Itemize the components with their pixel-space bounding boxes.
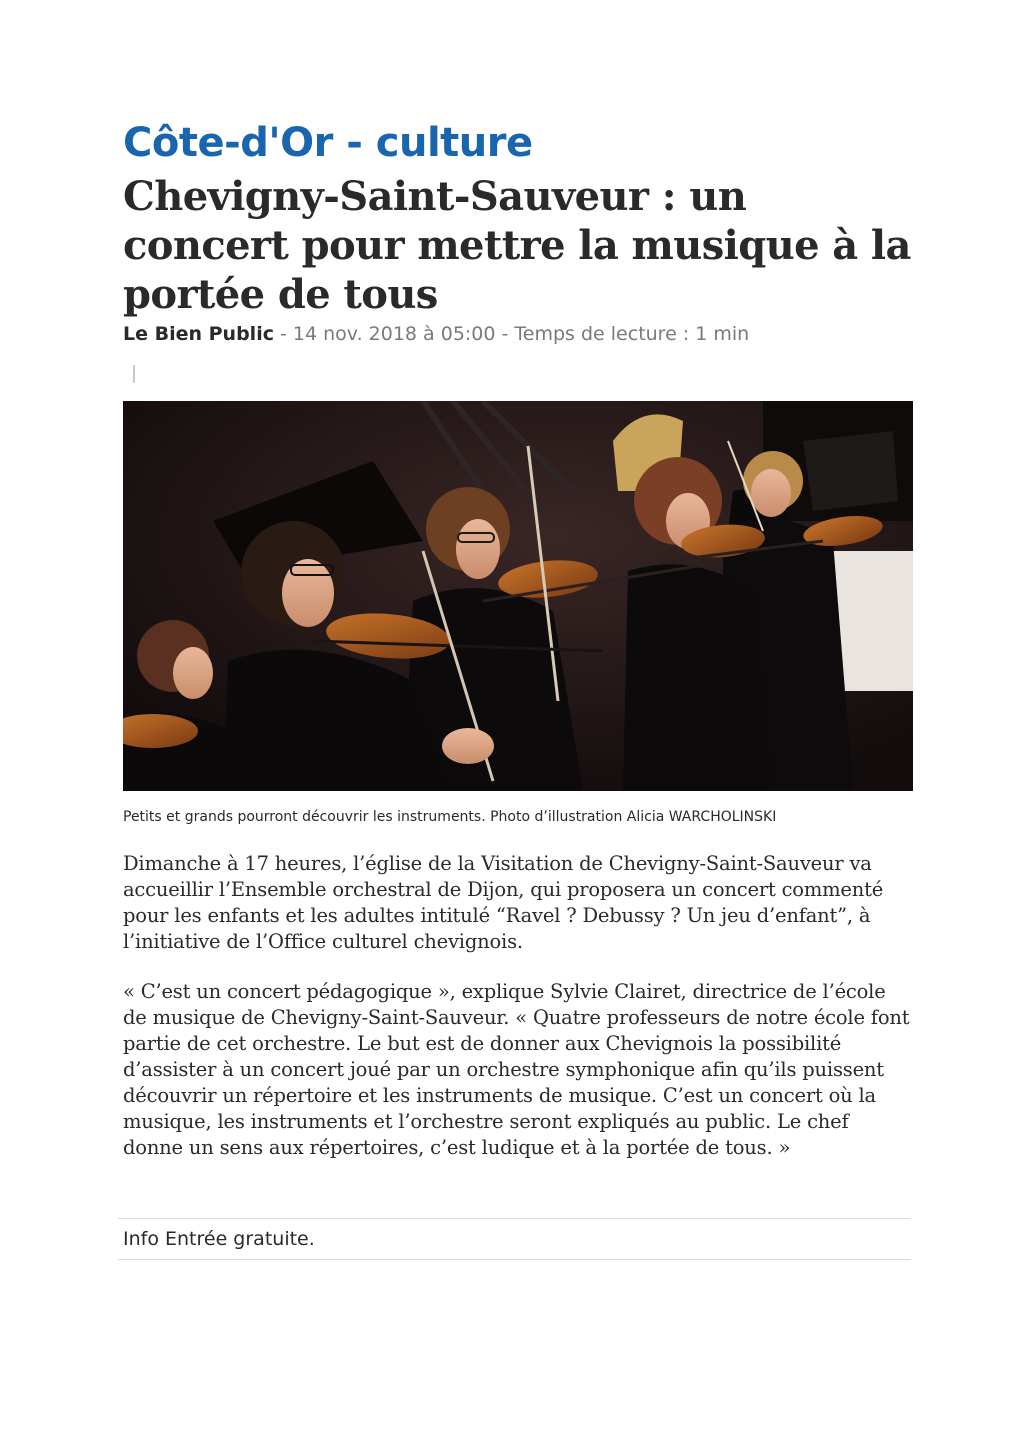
source-name: Le Bien Public [123, 323, 274, 345]
article-body [123, 851, 913, 1185]
share-divider [133, 365, 135, 383]
article-photo[interactable] [123, 401, 913, 791]
article-paragraph: « C’est un concert pédagogique », explique Sylvie Clairet, directrice de l’école de musique de Chevigny-Saint-Sauveur. « Quatre professeurs de notre école font partie de cet orchestre. Le but est de donner aux Chevignois la possibilité d’assister à un concert joué par un orchestre symphonique afin qu’ils puissent découvrir un répertoire et les instruments de musique. C’est un concert où la musique, les instruments et l’orchestre seront expliqués au public. Le chef donne un sens aux répertoires, c’est ludique et à la portée de tous. » [123, 980, 910, 1159]
date-and-reading-time: - 14 nov. 2018 à 05:00 - Temps de lecture : 1 min [273, 323, 750, 345]
info-text: Info Entrée gratuite. [123, 1228, 315, 1250]
orchestra-photo-illustration [123, 401, 913, 791]
article [123, 118, 913, 1250]
article-headline: Chevigny-Saint-Sauveur : un concert pour mettre la musique à la portée de tous [123, 173, 911, 318]
article-meta [123, 319, 913, 349]
photo-caption: Petits et grands pourront découvrir les instruments. Photo d’illustration Alicia WARCHOLINSKI [123, 809, 777, 825]
section-rubric[interactable]: Côte-d'Or - culture [123, 120, 533, 166]
info-box [118, 1218, 911, 1260]
article-paragraph: Dimanche à 17 heures, l’église de la Visitation de Chevigny-Saint-Sauveur va accueillir l’Ensemble orchestral de Dijon, qui proposera un concert commenté pour les enfants et les adultes intitulé “Ravel ? Debussy ? Un jeu d’enfant”, à l’initiative de l’Office culturel chevignois. [123, 852, 884, 953]
